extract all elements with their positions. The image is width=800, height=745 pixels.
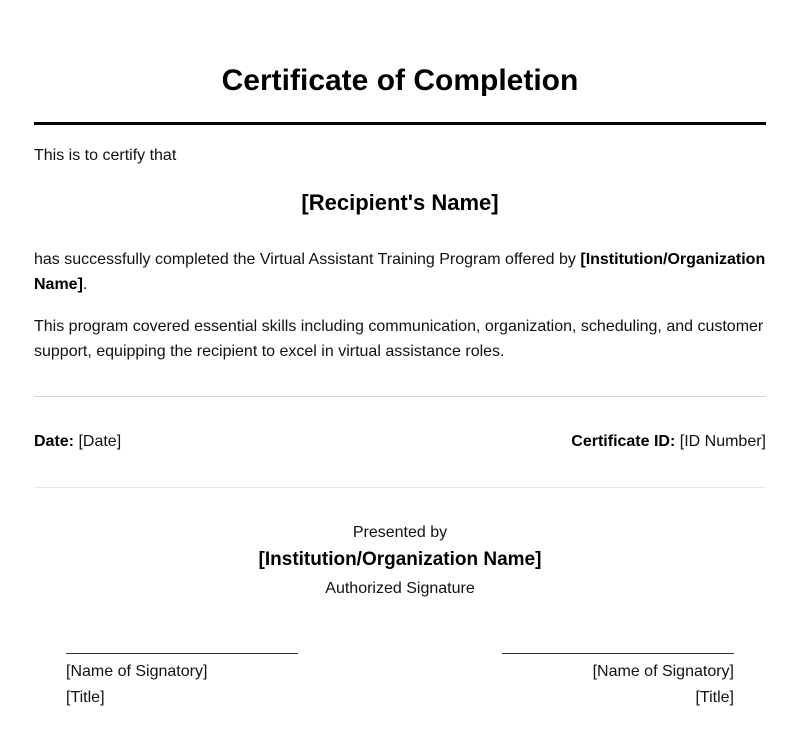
program-description: This program covered essential skills including communication, organization, scheduling, and customer support, equipping the recipient to excel in virtual assistance roles.	[34, 318, 764, 360]
signature-line-right	[502, 653, 734, 654]
signatory-title-right: [Title]	[695, 689, 734, 706]
signatory-name-right: [Name of Signatory]	[592, 663, 734, 680]
completion-text: has successfully completed the Virtual Assistant Training Program offered by	[34, 251, 581, 268]
presenter-institution: [Institution/Organization Name]	[258, 549, 542, 570]
completion-institution: [Institution/Organization Name]	[34, 251, 766, 293]
title-divider	[34, 122, 766, 125]
signature-line-left	[66, 653, 298, 654]
signatory-title-left: [Title]	[66, 689, 105, 706]
certificate-id-label: Certificate ID:	[571, 433, 676, 450]
recipient-name: [Recipient's Name]	[301, 190, 499, 215]
certificate-id-field	[571, 432, 766, 452]
authorized-signature-label: Authorized Signature	[325, 580, 475, 597]
signatory-name-left: [Name of Signatory]	[66, 663, 208, 680]
completion-statement	[34, 247, 769, 297]
certificate-id-value: [ID Number]	[675, 433, 766, 450]
completion-end: .	[82, 276, 88, 293]
date-label: Date:	[34, 433, 75, 450]
certificate-title: Certificate of Completion	[221, 64, 579, 97]
date-field	[34, 432, 121, 452]
section-divider-bottom	[34, 487, 766, 488]
presented-by-label: Presented by	[352, 524, 448, 541]
date-value: [Date]	[74, 433, 122, 450]
section-divider-top	[34, 396, 766, 397]
certify-intro: This is to certify that	[34, 147, 177, 164]
